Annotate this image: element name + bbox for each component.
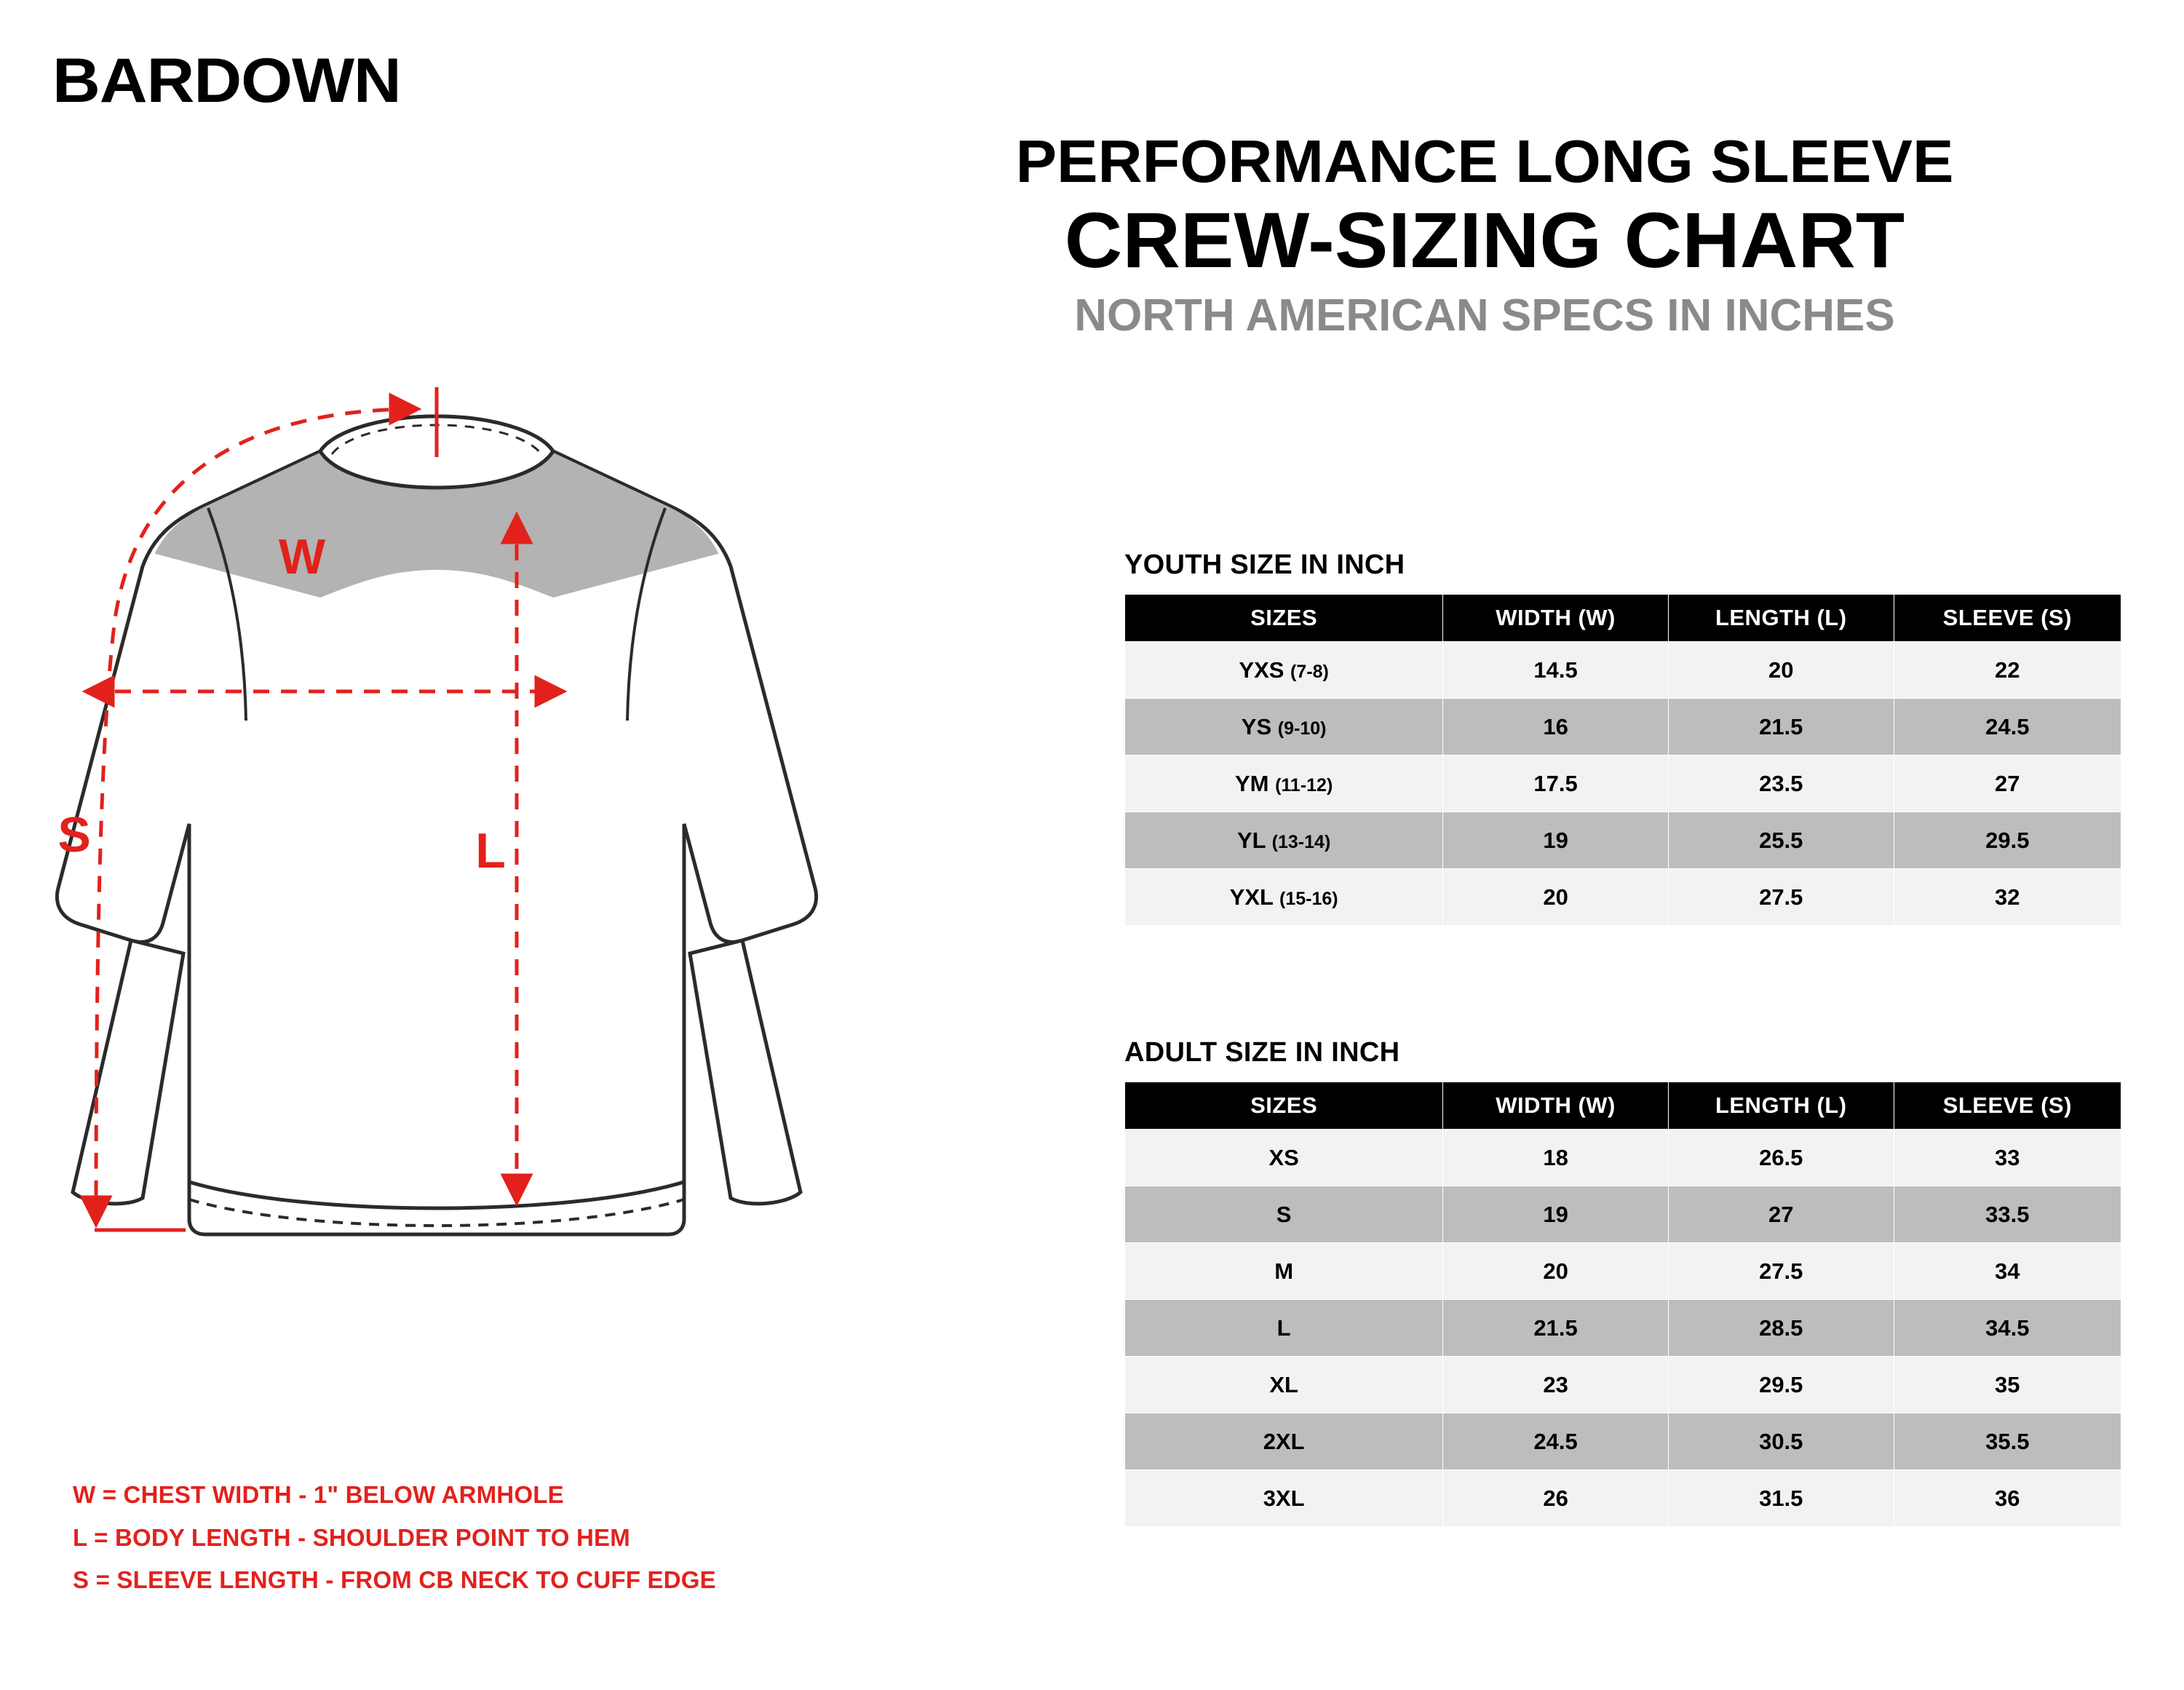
cell-width: 14.5 (1443, 642, 1669, 699)
cell-width: 18 (1443, 1130, 1669, 1186)
size-age: (11-12) (1275, 774, 1333, 796)
cell-width: 16 (1443, 699, 1669, 755)
column-header-length: LENGTH (L) (1668, 1082, 1894, 1130)
youth-size-section (1124, 550, 2121, 926)
label-l: L (475, 823, 506, 878)
cell-sleeve: 36 (1894, 1470, 2121, 1527)
table-row (1125, 1470, 2121, 1527)
table-row (1125, 869, 2121, 926)
cell-width: 19 (1443, 812, 1669, 869)
column-header-sizes: SIZES (1125, 1082, 1443, 1130)
legend (73, 1474, 716, 1602)
column-header-width: WIDTH (W) (1443, 595, 1669, 642)
adult-table-caption: ADULT SIZE IN INCH (1124, 1037, 1400, 1068)
cell-sleeve: 24.5 (1894, 699, 2121, 755)
legend-line-s: S = SLEEVE LENGTH - FROM CB NECK TO CUFF EDGE (73, 1566, 716, 1594)
label-s: S (57, 807, 91, 862)
column-header-length: LENGTH (L) (1668, 595, 1894, 642)
cell-size: 2XL (1125, 1413, 1443, 1470)
column-header-sizes: SIZES (1125, 595, 1443, 642)
cell-sleeve: 35.5 (1894, 1413, 2121, 1470)
cell-width: 20 (1443, 869, 1669, 926)
adult-size-section (1124, 1037, 2121, 1527)
label-w: W (278, 529, 326, 584)
cell-length: 20 (1668, 642, 1894, 699)
cell-sleeve: 34 (1894, 1243, 2121, 1300)
table-row (1125, 1186, 2121, 1243)
title-line-1: PERFORMANCE LONG SLEEVE (1015, 127, 1954, 195)
cell-width: 23 (1443, 1357, 1669, 1413)
size-age: (7-8) (1290, 661, 1329, 682)
table-header-row (1125, 1082, 2121, 1130)
size-label: YL (1236, 827, 1266, 853)
cell-size: S (1125, 1186, 1443, 1243)
cell-sleeve: 35 (1894, 1357, 2121, 1413)
cell-sleeve: 33 (1894, 1130, 2121, 1186)
page-title (822, 127, 2147, 341)
cell-width: 24.5 (1443, 1413, 1669, 1470)
table-row (1125, 1130, 2121, 1186)
cell-length: 31.5 (1668, 1470, 1894, 1527)
size-age: (15-16) (1279, 888, 1338, 909)
table-row (1125, 1413, 2121, 1470)
table-row (1125, 812, 2121, 869)
cell-length: 27.5 (1668, 869, 1894, 926)
size-age: (9-10) (1277, 718, 1327, 739)
cell-width: 19 (1443, 1186, 1669, 1243)
table-row (1125, 1357, 2121, 1413)
cell-size (1125, 869, 1443, 926)
column-header-sleeve: SLEEVE (S) (1894, 1082, 2121, 1130)
cell-size (1125, 812, 1443, 869)
cell-length: 23.5 (1668, 755, 1894, 812)
table-row (1125, 755, 2121, 812)
cell-sleeve: 27 (1894, 755, 2121, 812)
adult-size-table (1124, 1082, 2121, 1527)
cell-sleeve: 29.5 (1894, 812, 2121, 869)
cell-size: XL (1125, 1357, 1443, 1413)
cell-sleeve: 22 (1894, 642, 2121, 699)
legend-line-l: L = BODY LENGTH - SHOULDER POINT TO HEM (73, 1523, 630, 1551)
column-header-width: WIDTH (W) (1443, 1082, 1669, 1130)
title-line-2: CREW-SIZING CHART (1064, 196, 1905, 284)
cell-width: 17.5 (1443, 755, 1669, 812)
size-label: YXS (1239, 656, 1284, 683)
cell-width: 21.5 (1443, 1300, 1669, 1357)
size-age: (13-14) (1271, 831, 1331, 852)
cell-sleeve: 34.5 (1894, 1300, 2121, 1357)
cell-size: M (1125, 1243, 1443, 1300)
table-row (1125, 642, 2121, 699)
table-row (1125, 699, 2121, 755)
cell-length: 30.5 (1668, 1413, 1894, 1470)
cell-sleeve: 32 (1894, 869, 2121, 926)
cell-width: 20 (1443, 1243, 1669, 1300)
garment-diagram (44, 378, 859, 1485)
column-header-sleeve: SLEEVE (S) (1894, 595, 2121, 642)
cell-length: 21.5 (1668, 699, 1894, 755)
cell-size: XS (1125, 1130, 1443, 1186)
cell-size (1125, 755, 1443, 812)
cell-sleeve: 33.5 (1894, 1186, 2121, 1243)
brand-logo: BARDOWN (52, 46, 401, 116)
cell-length: 29.5 (1668, 1357, 1894, 1413)
cell-length: 27 (1668, 1186, 1894, 1243)
cell-length: 27.5 (1668, 1243, 1894, 1300)
cell-size (1125, 699, 1443, 755)
cell-length: 26.5 (1668, 1130, 1894, 1186)
table-row (1125, 1243, 2121, 1300)
cell-size (1125, 642, 1443, 699)
cell-length: 28.5 (1668, 1300, 1894, 1357)
legend-line-w: W = CHEST WIDTH - 1" BELOW ARMHOLE (73, 1481, 564, 1508)
cell-width: 26 (1443, 1470, 1669, 1527)
table-header-row (1125, 595, 2121, 642)
cell-length: 25.5 (1668, 812, 1894, 869)
cell-size: L (1125, 1300, 1443, 1357)
size-label: YM (1234, 770, 1269, 796)
title-subtitle: NORTH AMERICAN SPECS IN INCHES (1074, 290, 1895, 341)
cell-size: 3XL (1125, 1470, 1443, 1527)
size-label: YS (1241, 713, 1272, 739)
size-label: YXL (1229, 884, 1274, 910)
table-row (1125, 1300, 2121, 1357)
youth-table-caption: YOUTH SIZE IN INCH (1124, 550, 1405, 580)
youth-size-table (1124, 594, 2121, 926)
